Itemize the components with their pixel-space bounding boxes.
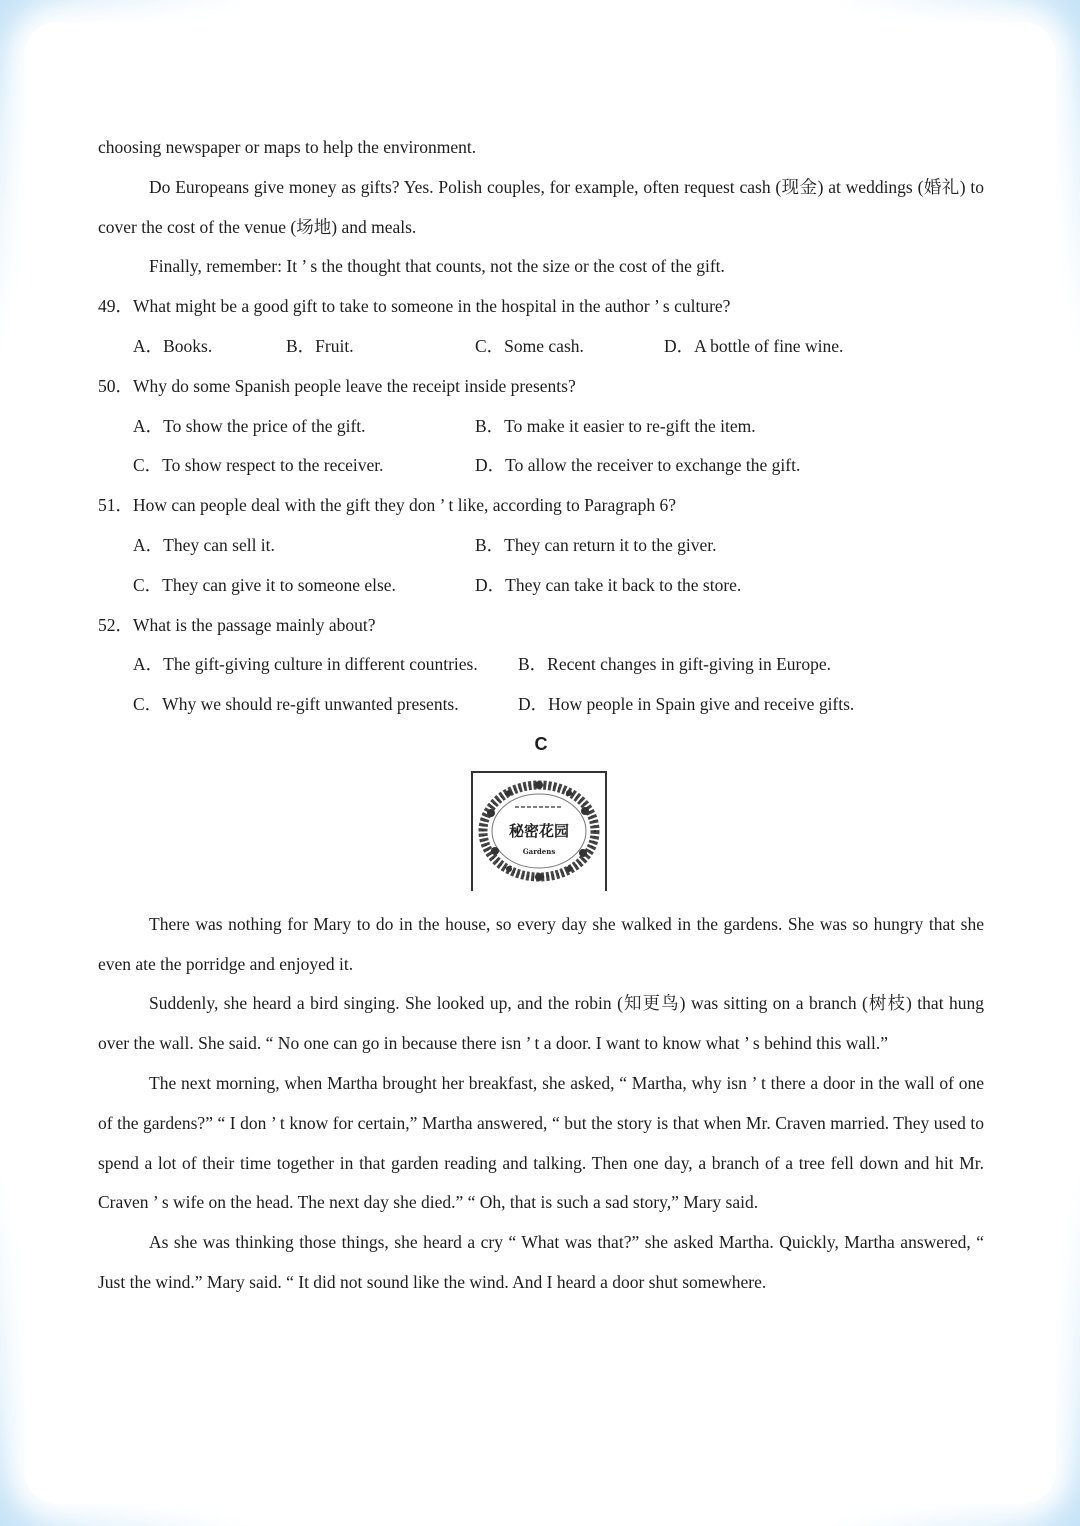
story-paragraph: There was nothing for Mary to do in the house, so every day she walked in the gardens. She was so hungry that she even ate the porridge and enjoyed it. bbox=[98, 913, 984, 974]
question-52-options-row2 bbox=[98, 685, 984, 725]
option-d: D．A bottle of fine wine. bbox=[664, 335, 844, 356]
passage-b-paragraph: Do Europeans give money as gifts? Yes. Polish couples, for example, often request cash (现金) at weddings (婚礼) to cover the cost of the venue (场地) and meals. bbox=[98, 176, 984, 237]
option-d: D．They can take it back to the store. bbox=[475, 574, 742, 595]
option-c: C．To show respect to the receiver. bbox=[133, 455, 384, 476]
story-paragraph: As she was thinking those things, she heard a cry “ What was that?” she asked Martha. Quickly, Martha answered, “ Just the wind.” Mary said. “ It did not sound like the wind. And I heard a door shut somewhere. bbox=[98, 1232, 984, 1292]
option-b: B．To make it easier to re-gift the item. bbox=[475, 415, 756, 436]
book-cover-image bbox=[471, 771, 607, 891]
option-c: C．Why we should re-gift unwanted presents. bbox=[133, 694, 459, 715]
option-a: A．The gift-giving culture in different countries. bbox=[133, 654, 478, 675]
question-50-options-row2 bbox=[98, 446, 984, 486]
book-cover-subtitle: Gardens bbox=[522, 846, 556, 856]
option-d: D．To allow the receiver to exchange the gift. bbox=[475, 455, 801, 476]
question-49-options bbox=[98, 327, 984, 367]
question-50-options-row1 bbox=[98, 407, 984, 447]
flower-wreath-icon bbox=[473, 773, 605, 891]
option-a: A．Books. bbox=[133, 335, 213, 356]
book-cover-image-wrap bbox=[98, 771, 984, 903]
story-paragraph: Suddenly, she heard a bird singing. She looked up, and the robin (知更鸟) was sitting on a branch (树枝) that hung over the wall. She said. “ No one can go in because there isn ’ t a door. I want to know what ’ s behind this wall.” bbox=[98, 993, 984, 1054]
option-a: A．To show the price of the gift. bbox=[133, 415, 366, 436]
option-b: B．They can return it to the giver. bbox=[475, 534, 717, 555]
book-cover-title: 秘密花园 bbox=[508, 821, 570, 840]
question-51: 51．How can people deal with the gift they don ’ t like, according to Paragraph 6? bbox=[98, 495, 676, 516]
passage-b-paragraph: Finally, remember: It ’ s the thought that counts, not the size or the cost of the gift. bbox=[149, 256, 725, 277]
question-52-options-row1 bbox=[98, 645, 984, 685]
question-52: 52．What is the passage mainly about? bbox=[98, 614, 376, 635]
option-c: C．Some cash. bbox=[475, 335, 584, 356]
option-a: A．They can sell it. bbox=[133, 534, 275, 555]
option-d: D．How people in Spain give and receive gifts. bbox=[518, 694, 855, 715]
question-50: 50．Why do some Spanish people leave the receipt inside presents? bbox=[98, 375, 576, 396]
story-paragraph: The next morning, when Martha brought her breakfast, she asked, “ Martha, why isn ’ t there a door in the wall of one of the gardens?” “ I don ’ t know for certain,” Martha answered, “ but the story is that when Mr. Craven married. They used to spend a lot of their time together in that garden reading and talking. Then one day, a branch of a tree fell down and hit Mr. Craven ’ s wife on the head. The next day she died.” “ Oh, that is such a sad story,” Mary said. bbox=[98, 1072, 984, 1213]
passage-b-line: choosing newspaper or maps to help the environment. bbox=[98, 137, 477, 157]
question-51-options-row1 bbox=[98, 526, 984, 566]
option-c: C．They can give it to someone else. bbox=[133, 574, 396, 595]
question-51-options-row2 bbox=[98, 566, 984, 606]
section-heading: C bbox=[534, 733, 548, 754]
question-49: 49．What might be a good gift to take to someone in the hospital in the author ’ s culture? bbox=[98, 296, 731, 317]
document-content bbox=[98, 128, 984, 1303]
option-b: B．Fruit. bbox=[286, 335, 354, 356]
option-b: B．Recent changes in gift-giving in Europe. bbox=[518, 654, 831, 675]
